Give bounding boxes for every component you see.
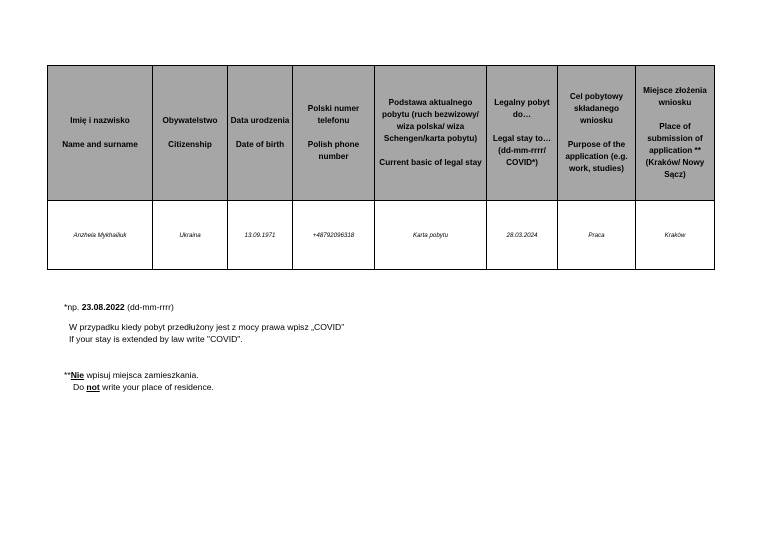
cell-purpose[interactable]: Praca (558, 201, 636, 270)
note-residence: **Nie wpisuj miejsca zamieszkania. Do not write your place of residence. (64, 370, 214, 392)
header-name: Imię i nazwisko Name and surname (48, 66, 153, 201)
cell-citizenship[interactable]: Ukraina (153, 201, 228, 270)
note-covid-pl: W przypadku kiedy pobyt przedłużony jest z mocy prawa wpisz „COVID” (69, 322, 345, 332)
header-stay-basis: Podstawa aktualnego pobytu (ruch bezwizowy/ wiza polska/ wiza Schengen/karta pobytu) Current basic of legal stay (375, 66, 487, 201)
cell-place[interactable]: Kraków (636, 201, 715, 270)
cell-name[interactable]: Anzhela Mykhailiuk (48, 201, 153, 270)
note-covid (69, 321, 344, 345)
header-phone: Polski numer telefonu Polish phone number (293, 66, 375, 201)
header-purpose: Cel pobytowy składanego wniosku Purpose of the application (e.g. work, studies) (558, 66, 636, 201)
table-row (48, 201, 715, 270)
cell-phone[interactable]: +48792096318 (293, 201, 375, 270)
header-row (48, 66, 715, 201)
header-legal-stay: Legalny pobyt do… Legal stay to… (dd-mm-rrrr/ COVID*) (487, 66, 558, 201)
note-covid-en: If your stay is extended by law write "COVID". (69, 334, 243, 344)
header-birth-date: Data urodzenia Date of birth (228, 66, 293, 201)
header-citizenship: Obywatelstwo Citizenship (153, 66, 228, 201)
header-place: Miejsce złożenia wniosku Place of submission of application ** (Kraków/ Nowy Sącz) (636, 66, 715, 201)
cell-legal-stay[interactable]: 28.03.2024 (487, 201, 558, 270)
cell-stay-basis[interactable]: Karta pobytu (375, 201, 487, 270)
note-date-format: *np. 23.08.2022 (dd-mm-rrrr) (64, 302, 174, 312)
cell-birth-date[interactable]: 13.09.1971 (228, 201, 293, 270)
application-table (47, 65, 715, 270)
